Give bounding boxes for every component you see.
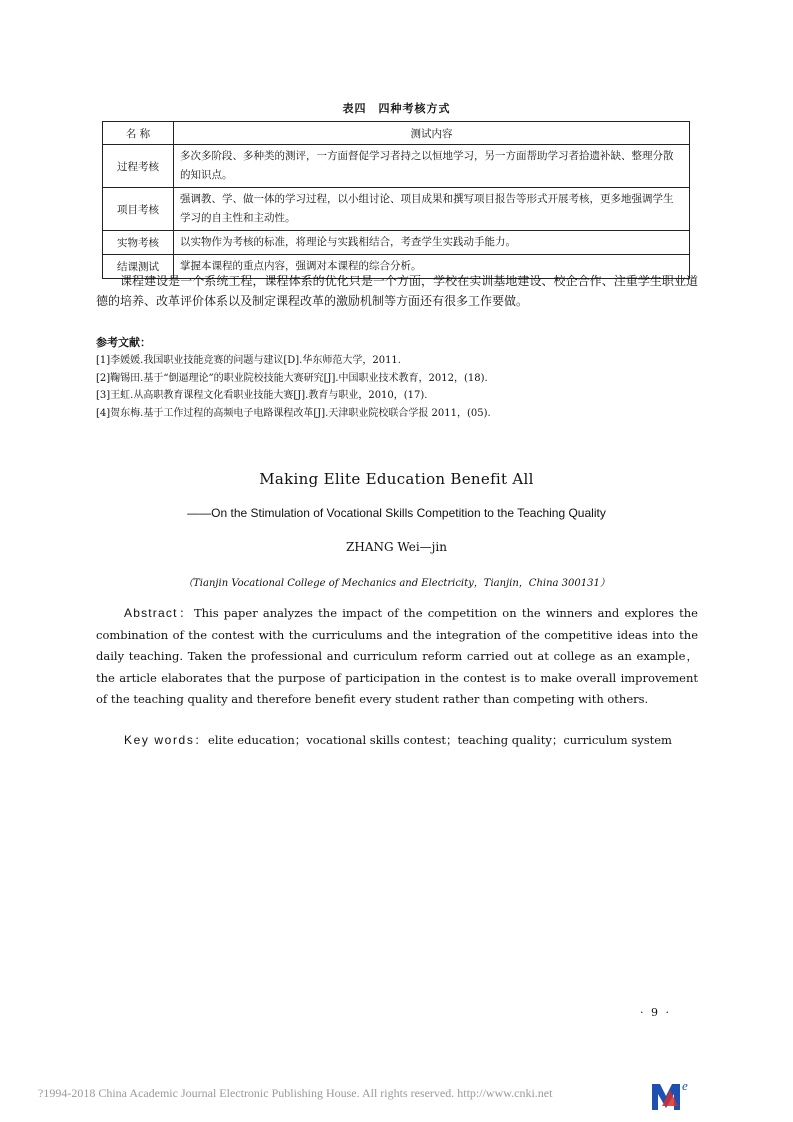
keywords-text: elite education；vocational skills contest；teaching quality；curriculum system [208,733,672,747]
copyright-footer: ?1994-2018 China Academic Journal Electronic Publishing House. All rights reserved. http://www.cnki.net [38,1086,553,1100]
assessment-table [102,121,690,279]
cnki-logo-icon [650,1078,694,1112]
abstract-text: This paper analyzes the impact of the competition on the winners and explores the combination of the contest with the curriculums and the integration of the competitive ideas into the daily teaching. Taken the professional and curriculum reform carried out at college as an example，the article elaborates that the purpose of participation in the contest is to make overall improvement of the teaching quality and therefore benefit every student rather than competing with others. [96,606,698,706]
keywords-label: Key words： [124,733,209,747]
header-content: 测试内容 [174,122,690,145]
english-keywords [124,731,698,748]
reference-item: [1]李媛媛.我国职业技能竞赛的问题与建议[D].华东师范大学，2011. [96,355,401,366]
logo-m-shape [652,1084,680,1110]
table-caption: 表四 四种考核方式 [342,102,451,115]
body-paragraph: 课程建设是一个系统工程，课程体系的优化只是一个方面，学校在实训基地建设、校企合作、注重学生职业道德的培养、改革评价体系以及制定课程改革的激励机制等方面还有很多工作要做。 [96,274,698,308]
reference-item: [2]鞠锡田.基于“倒逼理论”的职业院校技能大赛研究[J].中国职业技术教育，2012，(18). [96,372,488,384]
abstract-label: Abstract： [124,606,194,620]
table-row [103,188,690,231]
reference-item: [3]王虹.从高职教育课程文化看职业技能大赛[J].教育与职业，2010，(17). [96,390,428,401]
row-name: 结课测试 [103,255,174,279]
row-name: 项目考核 [103,188,174,231]
english-subtitle: ——On the Stimulation of Vocational Skills Competition to the Teaching Quality [187,506,606,520]
table-header-row [103,122,690,145]
english-title: Making Elite Education Benefit All [259,470,534,488]
row-content: 强调教、学、做一体的学习过程，以小组讨论、项目成果和撰写项目报告等形式开展考核，更多地强调学生学习的自主性和主动性。 [174,188,690,231]
row-content: 多次多阶段、多种类的测评，一方面督促学习者持之以恒地学习，另一方面帮助学习者拾遗补缺、整理分散的知识点。 [174,145,690,188]
table-row [103,145,690,188]
references-title: 参考文献： [96,336,151,349]
row-name: 实物考核 [103,231,174,255]
english-affiliation: （Tianjin Vocational College of Mechanics and Electricity，Tianjin，China 300131） [183,578,610,589]
header-name: 名 称 [103,122,174,145]
table-row [103,231,690,255]
references-list [96,352,698,422]
row-content: 掌握本课程的重点内容，强调对本课程的综合分析。 [174,255,690,279]
row-content: 以实物作为考核的标准，将理论与实践相结合，考查学生实践动手能力。 [174,231,690,255]
row-name: 过程考核 [103,145,174,188]
english-author: ZHANG Wei—jin [346,540,447,554]
logo-letter: e [682,1078,688,1093]
reference-item: [4]贺东梅.基于工作过程的高频电子电路课程改革[J].天津职业院校联合学报 2011，(05). [96,407,491,419]
english-abstract [96,603,698,711]
page-number: · 9 · [640,1006,671,1019]
